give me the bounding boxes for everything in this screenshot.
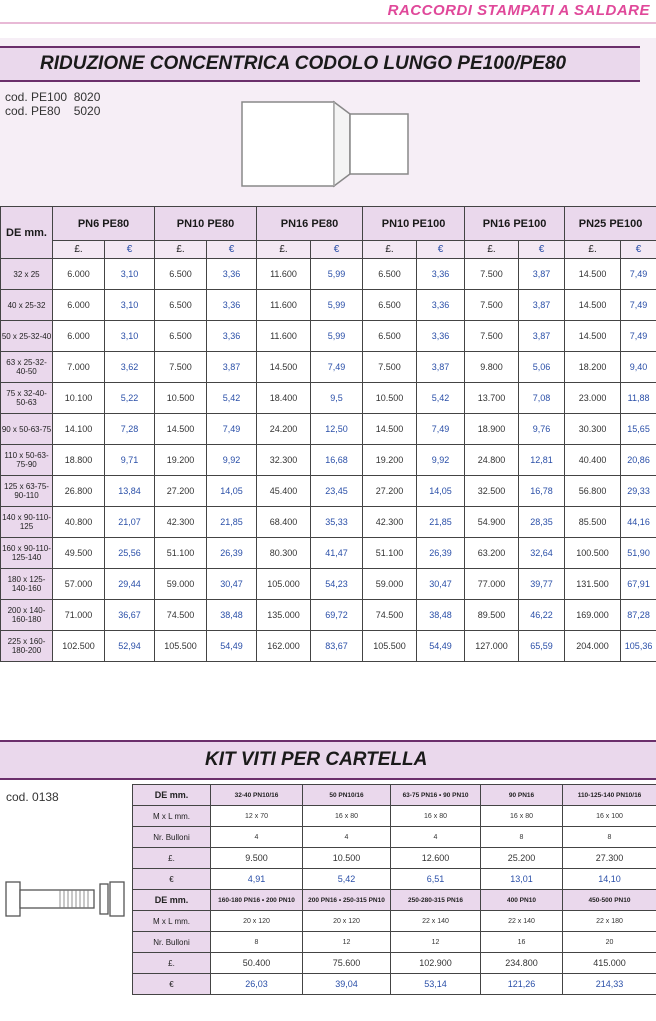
lira-price-cell: 10.100 (53, 383, 105, 414)
kit-cell: 75.600 (303, 953, 391, 974)
euro-price-cell: 51,90 (621, 538, 656, 569)
kit-cell: 4 (303, 827, 391, 848)
lira-price-cell: 204.000 (565, 631, 621, 662)
lira-price-cell: 105.500 (155, 631, 207, 662)
euro-price-cell: 9,71 (105, 445, 155, 476)
lira-price-cell: 6.000 (53, 259, 105, 290)
lira-price-cell: 6.500 (363, 259, 417, 290)
kit-cell: 12 (303, 932, 391, 953)
code-pe100: cod. PE100 8020 (5, 90, 101, 104)
lira-header: £. (155, 241, 207, 259)
kit-cell: 25.200 (481, 848, 563, 869)
euro-price-cell: 3,62 (105, 352, 155, 383)
lira-price-cell: 14.500 (155, 414, 207, 445)
lira-price-cell: 32.300 (257, 445, 311, 476)
euro-price-cell: 9,92 (207, 445, 257, 476)
lira-price-cell: 80.300 (257, 538, 311, 569)
currency-header-row (1, 241, 656, 259)
kit-row (133, 785, 656, 806)
de-cell: 140 x 90-110-125 (1, 507, 53, 538)
de-cell: 75 x 32-40-50-63 (1, 383, 53, 414)
lira-price-cell: 105.000 (257, 569, 311, 600)
lira-price-cell: 7.500 (155, 352, 207, 383)
kit-cell: 10.500 (303, 848, 391, 869)
kit-row-label: M x L mm. (133, 806, 211, 827)
euro-price-cell: 26,39 (207, 538, 257, 569)
euro-price-cell: 3,10 (105, 290, 155, 321)
lira-price-cell: 42.300 (155, 507, 207, 538)
kit-row-label: € (133, 869, 211, 890)
euro-header: € (417, 241, 465, 259)
lira-price-cell: 105.500 (363, 631, 417, 662)
lira-price-cell: 85.500 (565, 507, 621, 538)
kit-cell: 16 x 80 (391, 806, 481, 827)
kit-cell: 234.800 (481, 953, 563, 974)
euro-price-cell: 15,65 (621, 414, 656, 445)
euro-price-cell: 44,16 (621, 507, 656, 538)
euro-price-cell: 21,07 (105, 507, 155, 538)
kit-size-header: 90 PN16 (481, 785, 563, 806)
kit-cell: 12 (391, 932, 481, 953)
kit-cell: 27.300 (563, 848, 656, 869)
lira-price-cell: 6.000 (53, 321, 105, 352)
kit-size-header: 200 PN16 • 250-315 PN10 (303, 890, 391, 911)
lira-price-cell: 23.000 (565, 383, 621, 414)
euro-price-cell: 20,86 (621, 445, 656, 476)
euro-price-cell: 9,76 (519, 414, 565, 445)
kit-row (133, 827, 656, 848)
reduction-title: RIDUZIONE CONCENTRICA CODOLO LUNGO PE100/PE80 (40, 53, 567, 74)
reduction-table-body (1, 259, 656, 662)
euro-price-cell: 5,42 (207, 383, 257, 414)
lira-price-cell: 19.200 (363, 445, 417, 476)
lira-price-cell: 6.500 (155, 290, 207, 321)
lira-header: £. (257, 241, 311, 259)
kit-cell: 4,91 (211, 869, 303, 890)
lira-price-cell: 10.500 (155, 383, 207, 414)
group-header: PN25 PE100 (565, 207, 656, 241)
lira-price-cell: 18.800 (53, 445, 105, 476)
kit-cell: 4 (211, 827, 303, 848)
lira-price-cell: 14.500 (257, 352, 311, 383)
euro-price-cell: 9,40 (621, 352, 656, 383)
kit-size-header: 160-180 PN16 • 200 PN10 (211, 890, 303, 911)
table-row (1, 414, 656, 445)
euro-price-cell: 21,85 (207, 507, 257, 538)
kit-row-label: Nr. Bulloni (133, 932, 211, 953)
group-header: PN16 PE100 (465, 207, 565, 241)
lira-price-cell: 74.500 (363, 600, 417, 631)
lira-price-cell: 59.000 (155, 569, 207, 600)
lira-price-cell: 11.600 (257, 290, 311, 321)
bolt-illustration (4, 876, 128, 922)
kit-cell: 16 (481, 932, 563, 953)
euro-price-cell: 83,67 (311, 631, 363, 662)
lira-price-cell: 68.400 (257, 507, 311, 538)
kit-row (133, 911, 656, 932)
table-row (1, 445, 656, 476)
euro-price-cell: 46,22 (519, 600, 565, 631)
table-row (1, 383, 656, 414)
lira-price-cell: 18.200 (565, 352, 621, 383)
lira-price-cell: 89.500 (465, 600, 519, 631)
lira-price-cell: 14.500 (363, 414, 417, 445)
euro-price-cell: 105,36 (621, 631, 656, 662)
kit-size-header: 450-500 PN10 (563, 890, 656, 911)
bolt-kit-table (132, 784, 656, 995)
kit-cell: 16 x 80 (303, 806, 391, 827)
euro-price-cell: 3,36 (207, 321, 257, 352)
lira-price-cell: 49.500 (53, 538, 105, 569)
euro-price-cell: 38,48 (207, 600, 257, 631)
kit-cell: 102.900 (391, 953, 481, 974)
table-group-header-row (1, 207, 656, 241)
group-header: PN10 PE80 (155, 207, 257, 241)
reducer-illustration (240, 98, 412, 192)
lira-price-cell: 131.500 (565, 569, 621, 600)
euro-price-cell: 3,87 (519, 321, 565, 352)
euro-price-cell: 7,49 (207, 414, 257, 445)
euro-price-cell: 3,36 (417, 290, 465, 321)
euro-price-cell: 7,49 (621, 259, 656, 290)
kit-row (133, 869, 656, 890)
lira-price-cell: 27.200 (363, 476, 417, 507)
kit-cell: 26,03 (211, 974, 303, 995)
lira-price-cell: 6.500 (363, 321, 417, 352)
kit-row (133, 848, 656, 869)
kit-cell: 415.000 (563, 953, 656, 974)
lira-price-cell: 42.300 (363, 507, 417, 538)
lira-price-cell: 74.500 (155, 600, 207, 631)
euro-price-cell: 23,45 (311, 476, 363, 507)
euro-price-cell: 11,88 (621, 383, 656, 414)
lira-price-cell: 7.500 (363, 352, 417, 383)
table-row (1, 476, 656, 507)
euro-price-cell: 3,87 (519, 290, 565, 321)
euro-price-cell: 65,59 (519, 631, 565, 662)
lira-price-cell: 40.400 (565, 445, 621, 476)
euro-price-cell: 30,47 (417, 569, 465, 600)
lira-price-cell: 7.500 (465, 259, 519, 290)
euro-price-cell: 3,36 (417, 321, 465, 352)
kit-cell: 16 x 80 (481, 806, 563, 827)
kit-cell: 22 x 140 (391, 911, 481, 932)
de-cell: 110 x 50-63-75-90 (1, 445, 53, 476)
de-cell: 40 x 25-32 (1, 290, 53, 321)
lira-price-cell: 11.600 (257, 321, 311, 352)
kit-cell: 8 (481, 827, 563, 848)
lira-header: £. (53, 241, 105, 259)
table-row (1, 352, 656, 383)
table-row (1, 507, 656, 538)
bolt-kit-section (0, 740, 656, 1021)
table-row (1, 259, 656, 290)
kit-size-header: 250-280-315 PN16 (391, 890, 481, 911)
euro-price-cell: 21,85 (417, 507, 465, 538)
euro-price-cell: 52,94 (105, 631, 155, 662)
euro-price-cell: 87,28 (621, 600, 656, 631)
lira-price-cell: 102.500 (53, 631, 105, 662)
kit-cell: 22 x 140 (481, 911, 563, 932)
lira-price-cell: 45.400 (257, 476, 311, 507)
kit-row-label: DE mm. (133, 785, 211, 806)
euro-price-cell: 5,42 (417, 383, 465, 414)
kit-cell: 8 (563, 827, 656, 848)
lira-price-cell: 71.000 (53, 600, 105, 631)
lira-price-cell: 6.500 (155, 259, 207, 290)
euro-price-cell: 14,05 (207, 476, 257, 507)
lira-price-cell: 51.100 (155, 538, 207, 569)
lira-price-cell: 135.000 (257, 600, 311, 631)
kit-row-label: £. (133, 953, 211, 974)
de-cell: 180 x 125-140-160 (1, 569, 53, 600)
lira-price-cell: 27.200 (155, 476, 207, 507)
table-row (1, 321, 656, 352)
euro-header: € (105, 241, 155, 259)
table-row (1, 600, 656, 631)
lira-price-cell: 169.000 (565, 600, 621, 631)
euro-price-cell: 7,49 (621, 290, 656, 321)
kit-size-header: 400 PN10 (481, 890, 563, 911)
kit-cell: 16 x 100 (563, 806, 656, 827)
euro-header: € (621, 241, 656, 259)
euro-price-cell: 3,36 (417, 259, 465, 290)
kit-row-label: Nr. Bulloni (133, 827, 211, 848)
euro-price-cell: 7,49 (311, 352, 363, 383)
euro-price-cell: 32,64 (519, 538, 565, 569)
kit-cell: 6,51 (391, 869, 481, 890)
lira-price-cell: 9.800 (465, 352, 519, 383)
de-cell: 225 x 160-180-200 (1, 631, 53, 662)
euro-price-cell: 16,78 (519, 476, 565, 507)
kit-row-label: € (133, 974, 211, 995)
euro-price-cell: 3,10 (105, 321, 155, 352)
euro-price-cell: 5,99 (311, 290, 363, 321)
table-row (1, 290, 656, 321)
table-row (1, 631, 656, 662)
lira-header: £. (565, 241, 621, 259)
lira-price-cell: 6.000 (53, 290, 105, 321)
header-rule (0, 22, 656, 24)
lira-price-cell: 32.500 (465, 476, 519, 507)
code-pe80: cod. PE80 5020 (5, 104, 101, 118)
lira-price-cell: 30.300 (565, 414, 621, 445)
lira-price-cell: 7.500 (465, 321, 519, 352)
euro-price-cell: 67,91 (621, 569, 656, 600)
kit-row (133, 932, 656, 953)
kit-size-header: 63-75 PN16 • 90 PN10 (391, 785, 481, 806)
euro-price-cell: 36,67 (105, 600, 155, 631)
euro-price-cell: 26,39 (417, 538, 465, 569)
kit-row (133, 953, 656, 974)
kit-size-header: 110-125-140 PN10/16 (563, 785, 656, 806)
lira-price-cell: 18.400 (257, 383, 311, 414)
euro-price-cell: 28,35 (519, 507, 565, 538)
euro-price-cell: 29,44 (105, 569, 155, 600)
euro-price-cell: 29,33 (621, 476, 656, 507)
group-header: PN16 PE80 (257, 207, 363, 241)
group-header: PN10 PE100 (363, 207, 465, 241)
lira-price-cell: 14.500 (565, 259, 621, 290)
lira-header: £. (465, 241, 519, 259)
de-cell: 50 x 25-32-40 (1, 321, 53, 352)
page-category-title: RACCORDI STAMPATI A SALDARE (387, 2, 650, 19)
euro-price-cell: 14,05 (417, 476, 465, 507)
lira-price-cell: 14.500 (565, 290, 621, 321)
kit-cell: 13,01 (481, 869, 563, 890)
reduction-section (0, 38, 656, 658)
kit-cell: 14,10 (563, 869, 656, 890)
euro-price-cell: 3,87 (207, 352, 257, 383)
lira-price-cell: 19.200 (155, 445, 207, 476)
kit-cell: 8 (211, 932, 303, 953)
lira-price-cell: 59.000 (363, 569, 417, 600)
lira-price-cell: 13.700 (465, 383, 519, 414)
page-header (0, 0, 656, 24)
euro-price-cell: 5,22 (105, 383, 155, 414)
bolt-kit-banner (0, 740, 656, 780)
euro-price-cell: 54,23 (311, 569, 363, 600)
euro-price-cell: 7,49 (417, 414, 465, 445)
de-cell: 200 x 140-160-180 (1, 600, 53, 631)
de-column-header: DE mm. (1, 207, 53, 259)
euro-price-cell: 7,08 (519, 383, 565, 414)
euro-price-cell: 5,06 (519, 352, 565, 383)
euro-price-cell: 12,81 (519, 445, 565, 476)
euro-price-cell: 38,48 (417, 600, 465, 631)
de-cell: 90 x 50-63-75 (1, 414, 53, 445)
kit-row-label: M x L mm. (133, 911, 211, 932)
kit-cell: 9.500 (211, 848, 303, 869)
kit-size-header: 50 PN10/16 (303, 785, 391, 806)
kit-cell: 121,26 (481, 974, 563, 995)
kit-cell: 20 x 120 (211, 911, 303, 932)
reduction-banner (0, 46, 640, 82)
euro-price-cell: 3,10 (105, 259, 155, 290)
lira-price-cell: 57.000 (53, 569, 105, 600)
lira-price-cell: 40.800 (53, 507, 105, 538)
bolt-kit-title: KIT VITI PER CARTELLA (205, 749, 428, 770)
lira-price-cell: 7.500 (465, 290, 519, 321)
euro-price-cell: 7,28 (105, 414, 155, 445)
lira-price-cell: 162.000 (257, 631, 311, 662)
euro-price-cell: 25,56 (105, 538, 155, 569)
euro-price-cell: 30,47 (207, 569, 257, 600)
lira-price-cell: 24.800 (465, 445, 519, 476)
de-cell: 32 x 25 (1, 259, 53, 290)
euro-price-cell: 12,50 (311, 414, 363, 445)
kit-row-label: £. (133, 848, 211, 869)
euro-header: € (207, 241, 257, 259)
table-row (1, 569, 656, 600)
euro-header: € (311, 241, 363, 259)
euro-price-cell: 9,5 (311, 383, 363, 414)
lira-price-cell: 127.000 (465, 631, 519, 662)
lira-price-cell: 24.200 (257, 414, 311, 445)
group-header: PN6 PE80 (53, 207, 155, 241)
kit-row (133, 890, 656, 911)
euro-price-cell: 69,72 (311, 600, 363, 631)
lira-price-cell: 77.000 (465, 569, 519, 600)
euro-price-cell: 13,84 (105, 476, 155, 507)
kit-cell: 39,04 (303, 974, 391, 995)
euro-price-cell: 3,87 (417, 352, 465, 383)
kit-cell: 12.600 (391, 848, 481, 869)
kit-cell: 20 (563, 932, 656, 953)
lira-price-cell: 14.100 (53, 414, 105, 445)
bolt-kit-code: cod. 0138 (6, 790, 59, 804)
lira-price-cell: 10.500 (363, 383, 417, 414)
lira-price-cell: 14.500 (565, 321, 621, 352)
bolt-kit-table-body (133, 785, 656, 995)
lira-price-cell: 100.500 (565, 538, 621, 569)
de-cell: 160 x 90-110-125-140 (1, 538, 53, 569)
kit-cell: 20 x 120 (303, 911, 391, 932)
euro-price-cell: 39,77 (519, 569, 565, 600)
euro-price-cell: 7,49 (621, 321, 656, 352)
lira-price-cell: 63.200 (465, 538, 519, 569)
euro-price-cell: 16,68 (311, 445, 363, 476)
reduction-price-table (0, 206, 656, 662)
kit-cell: 50.400 (211, 953, 303, 974)
lira-price-cell: 6.500 (155, 321, 207, 352)
kit-cell: 4 (391, 827, 481, 848)
de-cell: 63 x 25-32-40-50 (1, 352, 53, 383)
euro-price-cell: 3,36 (207, 290, 257, 321)
table-row (1, 538, 656, 569)
lira-price-cell: 6.500 (363, 290, 417, 321)
euro-price-cell: 35,33 (311, 507, 363, 538)
de-cell: 125 x 63-75-90-110 (1, 476, 53, 507)
lira-price-cell: 51.100 (363, 538, 417, 569)
kit-cell: 53,14 (391, 974, 481, 995)
euro-header: € (519, 241, 565, 259)
kit-cell: 22 x 180 (563, 911, 656, 932)
lira-price-cell: 56.800 (565, 476, 621, 507)
euro-price-cell: 41,47 (311, 538, 363, 569)
lira-header: £. (363, 241, 417, 259)
euro-price-cell: 5,99 (311, 259, 363, 290)
lira-price-cell: 54.900 (465, 507, 519, 538)
kit-row (133, 974, 656, 995)
euro-price-cell: 9,92 (417, 445, 465, 476)
lira-price-cell: 26.800 (53, 476, 105, 507)
lira-price-cell: 11.600 (257, 259, 311, 290)
kit-cell: 12 x 70 (211, 806, 303, 827)
lira-price-cell: 7.000 (53, 352, 105, 383)
reduction-codes (5, 90, 100, 118)
lira-price-cell: 18.900 (465, 414, 519, 445)
kit-row-label: DE mm. (133, 890, 211, 911)
euro-price-cell: 54,49 (207, 631, 257, 662)
kit-size-header: 32-40 PN10/16 (211, 785, 303, 806)
euro-price-cell: 5,99 (311, 321, 363, 352)
kit-cell: 5,42 (303, 869, 391, 890)
kit-cell: 214,33 (563, 974, 656, 995)
euro-price-cell: 3,87 (519, 259, 565, 290)
euro-price-cell: 54,49 (417, 631, 465, 662)
kit-row (133, 806, 656, 827)
euro-price-cell: 3,36 (207, 259, 257, 290)
